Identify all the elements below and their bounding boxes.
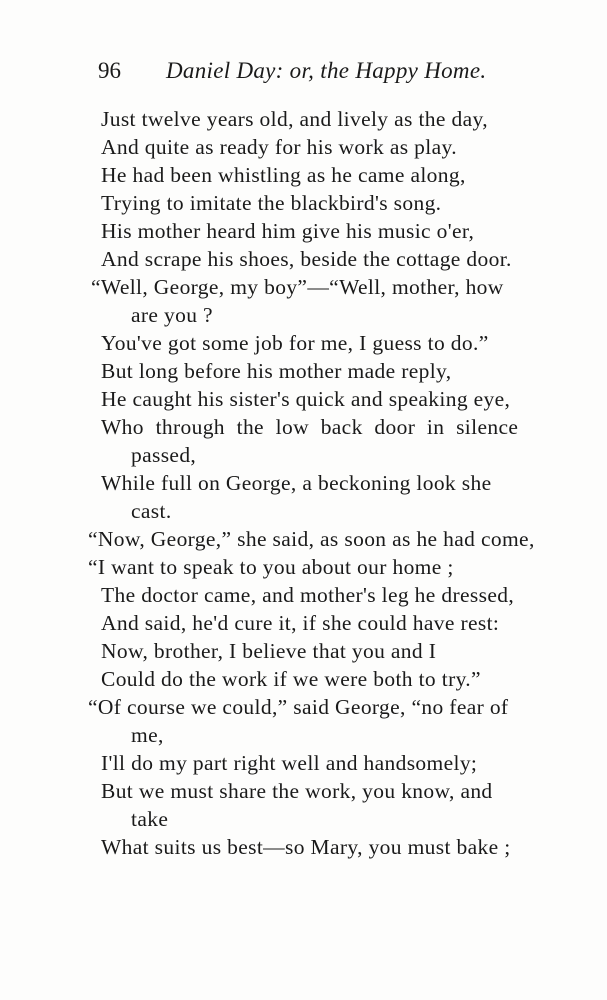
poem-line-continuation: cast. xyxy=(131,499,172,523)
poem-line: And scrape his shoes, beside the cottage door. xyxy=(101,247,512,271)
poem-line: Who through the low back door in silence xyxy=(101,415,519,439)
poem-line-continuation: passed, xyxy=(131,443,197,467)
poem-line: And said, he'd cure it, if she could have rest: xyxy=(101,611,500,635)
poem-line: Now, brother, I believe that you and I xyxy=(101,639,437,663)
poem-line: “Of course we could,” said George, “no fear of xyxy=(88,695,509,719)
poem-line: He had been whistling as he came along, xyxy=(101,163,466,187)
poem-line: But we must share the work, you know, and xyxy=(101,779,493,803)
poem-line-continuation: are you ? xyxy=(131,303,213,327)
poem-line: You've got some job for me, I guess to do.” xyxy=(101,331,489,355)
page-number: 96 xyxy=(98,58,121,83)
poem-line-continuation: me, xyxy=(131,723,164,747)
poem-line: “I want to speak to you about our home ; xyxy=(88,555,454,579)
running-head xyxy=(98,58,538,88)
poem-line: Trying to imitate the blackbird's song. xyxy=(101,191,442,215)
poem-line: “Now, George,” she said, as soon as he had come, xyxy=(88,527,535,551)
poem-line: His mother heard him give his music o'er, xyxy=(101,219,475,243)
poem-line: But long before his mother made reply, xyxy=(101,359,452,383)
poem-line: The doctor came, and mother's leg he dressed, xyxy=(101,583,515,607)
poem-line: What suits us best—so Mary, you must bake ; xyxy=(101,835,511,859)
poem-line-continuation: take xyxy=(131,807,169,831)
poem-line: Could do the work if we were both to try.” xyxy=(101,667,481,691)
running-title: Daniel Day: or, the Happy Home. xyxy=(166,58,487,83)
poem-line: While full on George, a beckoning look she xyxy=(101,471,492,495)
poem-line: He caught his sister's quick and speaking eye, xyxy=(101,387,511,411)
poem-line: “Well, George, my boy”—“Well, mother, how xyxy=(91,275,504,299)
poem-line: And quite as ready for his work as play. xyxy=(101,135,457,159)
poem-line: I'll do my part right well and handsomely; xyxy=(101,751,478,775)
poem-line: Just twelve years old, and lively as the day, xyxy=(101,107,488,131)
